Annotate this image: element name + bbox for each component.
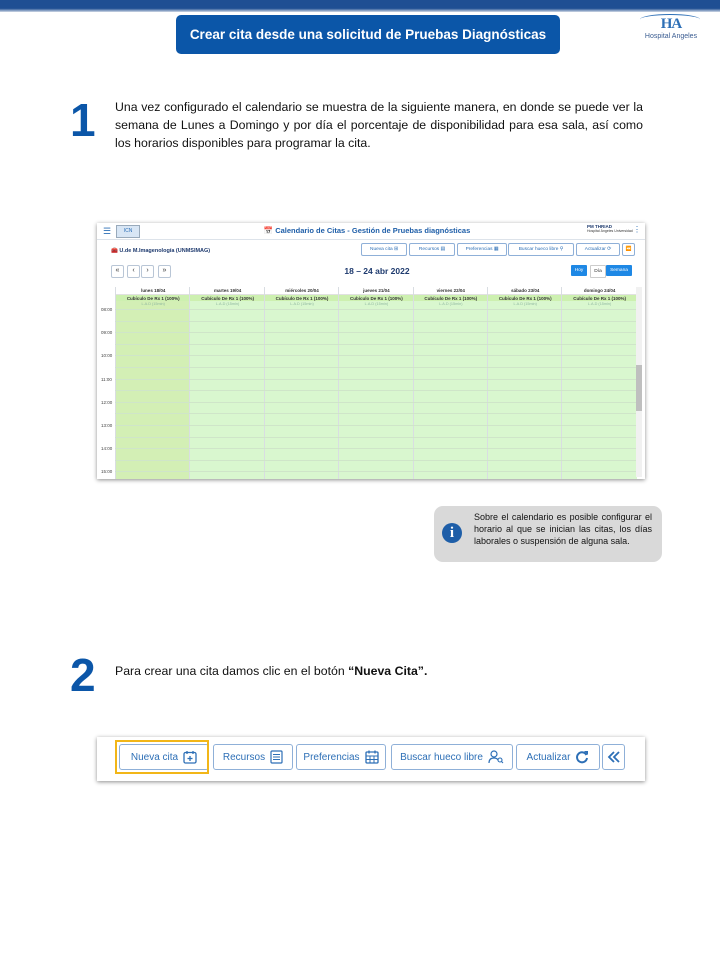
- menu-icon[interactable]: ☰: [103, 226, 112, 236]
- nueva-cita-highlight: [115, 740, 209, 774]
- new-appointment-button[interactable]: Nueva cita ⊞: [361, 243, 407, 256]
- day-column[interactable]: [115, 287, 190, 479]
- user-name: PM THRIAD: [587, 224, 612, 229]
- week-view-button[interactable]: Semana: [606, 265, 632, 276]
- calendar-header: [97, 223, 645, 240]
- room-availability: Cubículo De Rx 1 (100%): [414, 295, 488, 302]
- unit-name: U.de M.Imagenología (UNMSIMAG): [119, 248, 211, 254]
- zoom-resources-button[interactable]: [213, 744, 293, 770]
- room-availability: Cubículo De Rx 1 (100%): [488, 295, 562, 302]
- scrollbar[interactable]: [636, 287, 642, 477]
- step-1-text: Una vez configurado el calendario se muestra de la siguiente manera, en donde se puede ver la semana de Lunes a Domingo y por día el porcentaje de disponibilidad para esa sala, así como los horarios disponibles para programar la cita.: [115, 100, 643, 150]
- slot-divider: [115, 448, 637, 449]
- slot-divider: [115, 367, 637, 368]
- today-button[interactable]: Hoy: [571, 265, 587, 276]
- page-title: Crear cita desde una solicitud de Pruebas Diagnósticas: [176, 15, 560, 54]
- date-range: 18 – 24 abr 2022: [344, 266, 410, 276]
- room-availability: Cubículo De Rx 1 (100%): [190, 295, 264, 302]
- slot-divider: [115, 332, 637, 333]
- top-bar: [0, 0, 720, 12]
- hour-label: 11:00: [101, 376, 112, 382]
- refresh-button[interactable]: Actualizar ⟳: [576, 243, 620, 256]
- nav-last-button[interactable]: »: [158, 265, 171, 278]
- double-chevron-left-icon: [607, 750, 621, 764]
- collapse-icon[interactable]: ⏪: [622, 243, 635, 256]
- free-slot[interactable]: L.A.D (15min): [141, 302, 165, 306]
- day-name: viernes 22/04: [414, 287, 488, 295]
- step-number-2: 2: [70, 649, 96, 701]
- unit-label: 🧰 U.de M.Imagenología (UNMSIMAG): [111, 248, 211, 254]
- step-2-text-before: Para crear una cita damos clic en el botón: [115, 664, 349, 678]
- calendar-app-title-text: Calendario de Citas - Gestión de Pruebas diagnósticas: [275, 226, 471, 235]
- step-2-text: [115, 662, 643, 680]
- zoom-refresh-button[interactable]: [516, 744, 600, 770]
- step-number-1: 1: [70, 94, 96, 146]
- step-2-text-bold: “Nueva Cita”.: [348, 664, 428, 678]
- zoom-preferences-button[interactable]: [296, 744, 386, 770]
- find-free-slot-label: Buscar hueco libre: [518, 247, 559, 252]
- logo-mark: HA: [660, 16, 682, 32]
- slot-divider: [115, 344, 637, 345]
- day-name: sábado 23/04: [488, 287, 562, 295]
- nav-next-button[interactable]: ›: [141, 265, 154, 278]
- day-column[interactable]: [561, 287, 636, 479]
- free-slot[interactable]: L.A.D (15min): [215, 302, 240, 306]
- room-availability: Cubículo De Rx 1 (100%): [265, 295, 339, 302]
- room-availability: Cubículo De Rx 1 (100%): [339, 295, 413, 302]
- slot-divider: [115, 437, 637, 438]
- room-availability: Cubículo De Rx 1 (100%): [562, 295, 636, 302]
- day-name: lunes 18/04: [116, 287, 190, 295]
- free-slot[interactable]: L.A.D (15min): [290, 302, 314, 306]
- slot-divider: [115, 355, 637, 356]
- calendar-screenshot: [97, 223, 645, 479]
- hour-label: 12:00: [101, 399, 113, 405]
- find-free-slot-button[interactable]: Buscar hueco libre ⚲: [508, 243, 574, 256]
- calendar-grid-icon: [365, 750, 379, 764]
- day-column[interactable]: [264, 287, 339, 479]
- day-name: jueves 21/04: [339, 287, 413, 295]
- hour-label: 09:00: [101, 330, 113, 336]
- slot-divider: [115, 390, 637, 391]
- refresh-label: Actualizar: [584, 247, 606, 252]
- preferences-button[interactable]: Preferencias ▦: [457, 243, 507, 256]
- free-slot[interactable]: L.A.D (15min): [364, 302, 389, 306]
- user-info: [587, 224, 633, 233]
- user-org: Hospital Ángeles Universidad: [587, 229, 633, 233]
- zoom-find-free-slot-button[interactable]: [391, 744, 513, 770]
- calendar-grid: [97, 287, 637, 479]
- zoom-new-appointment-label: Nueva cita: [130, 751, 179, 763]
- day-column[interactable]: [338, 287, 413, 479]
- zoom-collapse-button[interactable]: [602, 744, 625, 770]
- slot-divider: [115, 471, 637, 472]
- hour-label: 13:00: [101, 423, 113, 428]
- preferences-label: Preferencias: [465, 247, 493, 252]
- zoom-find-free-slot-label: Buscar hueco libre: [400, 751, 483, 763]
- zoom-preferences-label: Preferencias: [303, 751, 360, 763]
- slot-divider: [115, 413, 637, 414]
- free-slot[interactable]: L.A.D (15min): [513, 302, 537, 306]
- more-options-icon[interactable]: ⋮: [633, 225, 641, 234]
- nav-prev-button[interactable]: ‹: [127, 265, 140, 278]
- info-icon: i: [442, 523, 462, 543]
- day-column[interactable]: [487, 287, 562, 479]
- zoom-refresh-label: Actualizar: [526, 751, 571, 763]
- refresh-icon: [575, 750, 589, 764]
- slot-divider: [115, 321, 637, 322]
- slot-divider: [115, 309, 637, 310]
- calendar-app-title: 📅 Calendario de Citas - Gestión de Pruebas diagnósticas: [263, 226, 471, 235]
- zoom-resources-label: Recursos: [222, 751, 266, 763]
- day-column[interactable]: [413, 287, 488, 479]
- slot-divider: [115, 402, 637, 403]
- slot-divider: [115, 379, 637, 380]
- day-name: martes 19/04: [190, 287, 264, 295]
- resources-button[interactable]: Recursos ▤: [409, 243, 455, 256]
- free-slot[interactable]: L.A.D (15min): [439, 302, 463, 306]
- scrollbar-thumb[interactable]: [636, 365, 642, 411]
- list-icon: [270, 750, 283, 764]
- info-text: Sobre el calendario es posible configurar el horario al que se inician las citas, los días laborales o suspensión de alguna sala.: [474, 512, 652, 546]
- slot-divider: [115, 460, 637, 461]
- hour-label: 15:00: [101, 469, 113, 475]
- nav-first-button[interactable]: «: [111, 265, 124, 278]
- logo-name: Hospital Angeles: [644, 33, 698, 40]
- hour-label: 14:00: [101, 446, 113, 452]
- day-column[interactable]: [189, 287, 264, 479]
- day-name: miércoles 20/04: [265, 287, 339, 295]
- resources-label: Recursos: [418, 247, 440, 252]
- user-search-icon: [488, 750, 504, 764]
- hour-label: 10:00: [101, 353, 113, 359]
- hospital-logo: [636, 16, 706, 40]
- room-availability: Cubículo De Rx 1 (100%): [116, 295, 190, 302]
- day-view-button[interactable]: Día: [590, 265, 606, 278]
- info-note: [434, 506, 662, 562]
- free-slot[interactable]: L.A.D (15min): [587, 302, 612, 306]
- hour-label: 08:00: [101, 307, 113, 312]
- new-appointment-label: Nueva cita: [369, 247, 393, 252]
- day-name: domingo 24/04: [562, 287, 636, 295]
- app-icon: ICN: [116, 225, 140, 238]
- slot-divider: [115, 425, 637, 426]
